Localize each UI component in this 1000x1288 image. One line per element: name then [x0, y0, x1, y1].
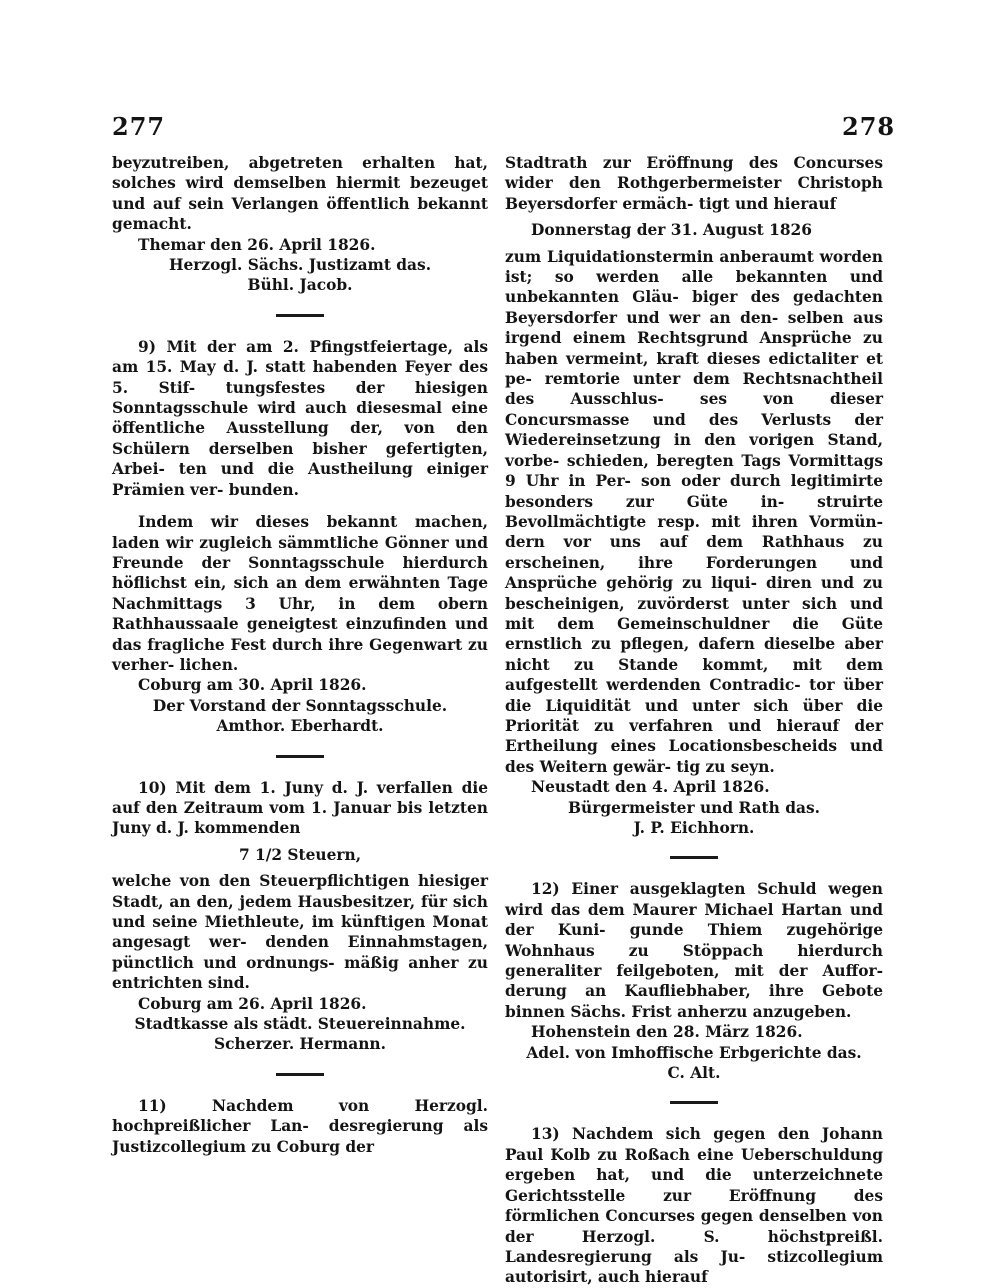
notice-12-paragraph: 12) Einer ausgeklagten Schuld wegen wird das dem Maurer Michael Hartan und der Kuni- gunde Thiem zugehörige Wohnhaus zu Stöppach hierdurch generaliter feilgeboten, mit der Auffor- derung an Kaufliebhaber, ihre Gebote binnen Sächs. Frist anherzu anzugeben.	[505, 880, 883, 1021]
liquidation-date: Donnerstag der 31. August 1826	[531, 221, 812, 240]
signature-names-4: J. P. Eichhorn.	[633, 819, 755, 837]
signature-names-1: Bühl. Jacob.	[247, 276, 353, 295]
left-column	[112, 153, 488, 1157]
dateline-coburg-1: Coburg am 30. April 1826.	[138, 676, 367, 695]
dateline-coburg-2: Coburg am 26. April 1826.	[138, 994, 367, 1013]
notice-10-heading: 7 1/2 Steuern,	[238, 845, 362, 864]
page-number-right: 278	[842, 112, 896, 141]
signature-stadtkasse: Stadtkasse als städt. Steuereinnahme.	[134, 1015, 466, 1034]
signature-names-2: Amthor. Eberhardt.	[216, 717, 384, 736]
dateline-neustadt: Neustadt den 4. April 1826.	[531, 778, 770, 797]
section-divider	[276, 755, 324, 758]
signature-erbgerichte: Adel. von Imhoffische Erbgerichte das.	[526, 1043, 862, 1062]
dateline-hohenstein: Hohenstein den 28. März 1826.	[531, 1023, 803, 1042]
notice-10-body: welche von den Steuerpflichtigen hiesiger Stadt, an den, jedem Hausbesitzer, für sich und seine Miethleute, im künftigen Monat angesagt wer- denden Einnahmstagen, pünctlich und ordnungs- mäßig anher zu entrichten sind.	[112, 872, 488, 993]
intro-paragraph: beyzutreiben, abgetreten erhalten hat, solches wird demselben hiermit bezeuget und auf sein Verlangen öffentlich bekannt gemacht.	[112, 154, 488, 234]
signature-names-3: Scherzer. Hermann.	[214, 1035, 386, 1054]
notice-11-body: zum Liquidationstermin anberaumt worden ist; so werden alle bekannten und unbekannten Gläu- biger des gedachten Beyersdorfer und wer an den- selben aus irgend einem Rechtsgrund Ansprüche zu haben vermeint, kraft dieses edictaliter et pe- remtorie unter dem Rechtsnachtheil des Ausschlus- ses von dieser Concursmasse und des Verlusts der Wiedereinsetzung in den vorigen Stand, vorbe- schieden, beregten Tags Vormittags 9 Uhr in Per- son oder durch legitimirte besonders zur Güte in- struirte Bevollmächtigte resp. mit ihren Vormün- dern vor uns auf dem Rathhaus zu erscheinen, ihre Forderungen und Ansprüche gehörig zu liqui- diren und zu bescheinigen, zuvörderst unter sich und mit dem Gemeinschuldner die Güte ernstlich zu pflegen, dafern dieselbe aber nicht zu Stande kommt, mit dem aufgestellt werdenden Contradic- tor über die Liquidität und unter sich über die Priorität zu verfahren und hierauf der Ertheilung eines Locationsbescheids und des Weitern gewär- tig zu seyn.	[505, 247, 883, 776]
notice-11-continuation: Stadtrath zur Eröffnung des Concurses wider den Rothgerbermeister Christoph Beyersdorfer ermäch- tigt und hierauf	[505, 154, 883, 213]
section-divider	[670, 856, 718, 859]
section-divider	[276, 314, 324, 317]
notice-13-paragraph: 13) Nachdem sich gegen den Johann Paul Kolb zu Roßach eine Ueberschuldung ergeben hat, und die unterzeichnete Gerichtsstelle zur Eröffnung des förmlichen Concurses gegen denselben von der Herzogl. S. höchstpreißl. Landesregierung als Ju- stizcollegium autorisirt, auch hierauf	[505, 1125, 883, 1287]
notice-9-invitation: Indem wir dieses bekannt machen, laden wir zugleich sämmtliche Gönner und Freunde der Sonntagsschule hierdurch höflichst ein, sich an dem erwähnten Tage Nachmittags 3 Uhr, in dem obern Rathhaussaale geneigtest einzufinden und das fragliche Fest durch ihre Gegenwart zu verher- lichen.	[112, 513, 488, 674]
notice-11-paragraph: 11) Nachdem von Herzogl. hochpreißlicher Lan- desregierung als Justizcollegium zu Coburg der	[112, 1096, 488, 1156]
signature-vorstand: Der Vorstand der Sonntagsschule.	[152, 696, 448, 715]
dateline-themar: Themar den 26. April 1826.	[138, 235, 376, 254]
section-divider	[276, 1073, 324, 1076]
notice-10-paragraph: 10) Mit dem 1. Juny d. J. verfallen die auf den Zeitraum vom 1. Januar bis letzten Juny d. J. kommenden	[112, 778, 488, 838]
notice-9-paragraph: 9) Mit der am 2. Pfingstfeiertage, als am 15. May d. J. statt habenden Feyer des 5. Stif- tungsfestes der hiesigen Sonntagsschule wird auch diesesmal eine öffentliche Ausstellung der, von den Schülern derselben bisher gefertigten, Arbei- ten und die Austheilung einiger Prämien ver- bunden.	[112, 337, 488, 499]
page-number-left: 277	[112, 112, 166, 141]
signature-names-5: C. Alt.	[667, 1064, 721, 1083]
section-divider	[670, 1101, 718, 1104]
signature-buergermeister: Bürgermeister und Rath das.	[568, 798, 820, 817]
signature-justizamt: Herzogl. Sächs. Justizamt das.	[168, 256, 432, 275]
right-column	[505, 153, 883, 1288]
